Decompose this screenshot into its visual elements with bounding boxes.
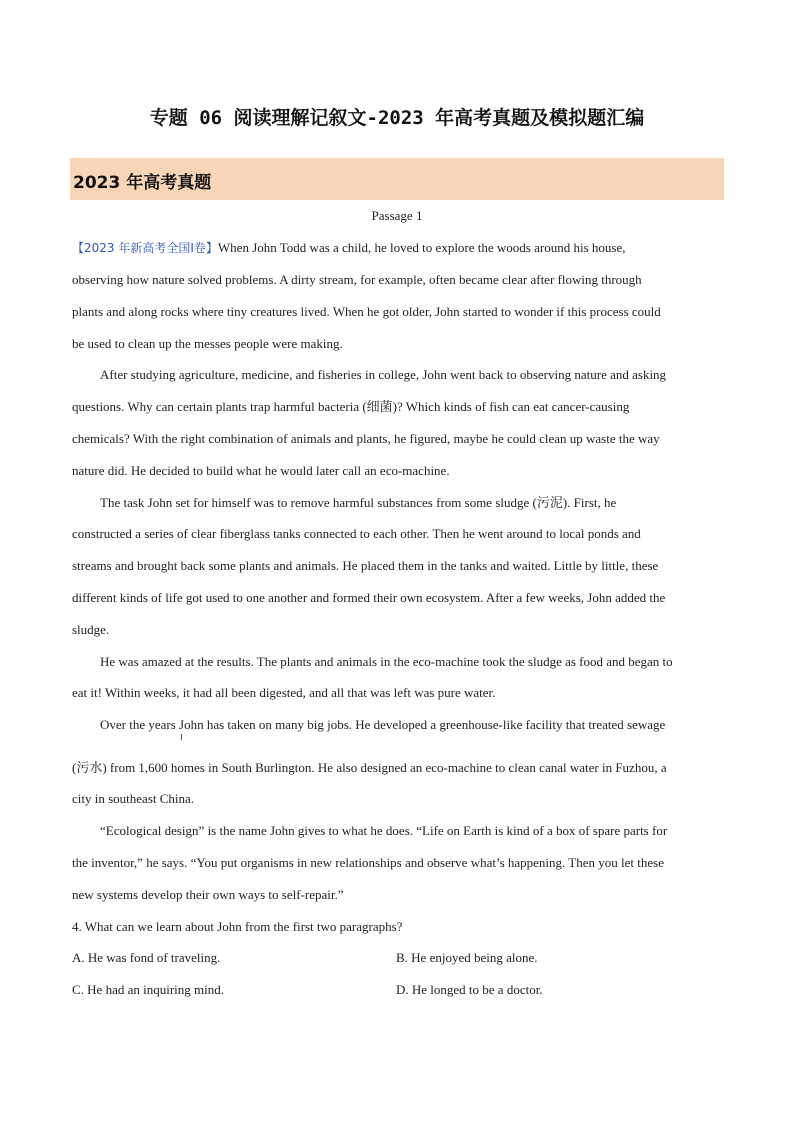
stray-mark xyxy=(181,734,182,740)
paragraph-line: different kinds of life got used to one another and formed their own ecosystem. After a few weeks, John added the xyxy=(72,590,666,605)
paragraph-line: chemicals? With the right combination of animals and plants, he figured, maybe he could clean up waste the way xyxy=(72,431,660,446)
paragraph-line: the inventor,” he says. “You put organisms in new relationships and observe what’s happening. Then you let these xyxy=(72,855,664,870)
paragraph-line: After studying agriculture, medicine, and fisheries in college, John went back to observing nature and asking xyxy=(100,367,667,382)
paragraph-line: new systems develop their own ways to self-repair.” xyxy=(72,887,344,902)
question-text: 4. What can we learn about John from the first two paragraphs? xyxy=(72,919,403,934)
paragraph-line: The task John set for himself was to remove harmful substances from some sludge (污泥). First, he xyxy=(100,495,617,510)
page-title: 专题 06 阅读理解记叙文-2023 年高考真题及模拟题汇编 xyxy=(149,107,645,129)
paragraph-line: streams and brought back some plants and animals. He placed them in the tanks and waited. Little by little, these xyxy=(72,558,659,573)
line-text: When John Todd was a child, he loved to explore the woods around his house, xyxy=(217,240,626,255)
paragraph-line: questions. Why can certain plants trap harmful bacteria (细菌)? Which kinds of fish can eat cancer-causing xyxy=(72,399,630,414)
section-heading-bar xyxy=(70,158,724,200)
paragraph-line: sludge. xyxy=(72,622,110,637)
paragraph-line: Over the years John has taken on many big jobs. He developed a greenhouse-like facility that treated sewage xyxy=(100,717,666,732)
section-heading: 2023 年高考真题 xyxy=(73,173,212,193)
paragraph-line: nature did. He decided to build what he would later call an eco-machine. xyxy=(72,463,450,478)
source-tag: 【2023 年新高考全国Ⅰ卷】 xyxy=(72,241,218,255)
paragraph-line: be used to clean up the messes people were making. xyxy=(72,336,343,351)
option-a: A. He was fond of traveling. xyxy=(72,950,221,965)
paragraph-line: (污水) from 1,600 homes in South Burlington. He also designed an eco-machine to clean canal water in Fuzhou, a xyxy=(72,760,667,775)
paragraph-line: plants and along rocks where tiny creatures lived. When he got older, John started to wonder if this process could xyxy=(72,304,661,319)
option-c: C. He had an inquiring mind. xyxy=(72,982,225,997)
paragraph-line: observing how nature solved problems. A dirty stream, for example, often became clear after flowing through xyxy=(72,272,642,287)
paragraph-line xyxy=(72,240,625,256)
paragraph-line: “Ecological design” is the name John gives to what he does. “Life on Earth is kind of a box of spare parts for xyxy=(100,823,668,838)
option-d: D. He longed to be a doctor. xyxy=(396,982,543,997)
option-b: B. He enjoyed being alone. xyxy=(396,950,538,965)
paragraph-line: eat it! Within weeks, it had all been digested, and all that was left was pure water. xyxy=(72,685,496,700)
paragraph-line: constructed a series of clear fiberglass tanks connected to each other. Then he went around to local ponds and xyxy=(72,526,641,541)
paragraph-line: He was amazed at the results. The plants and animals in the eco-machine took the sludge as food and began to xyxy=(100,654,673,669)
passage-label: Passage 1 xyxy=(371,208,423,223)
paragraph-line: city in southeast China. xyxy=(72,791,195,806)
